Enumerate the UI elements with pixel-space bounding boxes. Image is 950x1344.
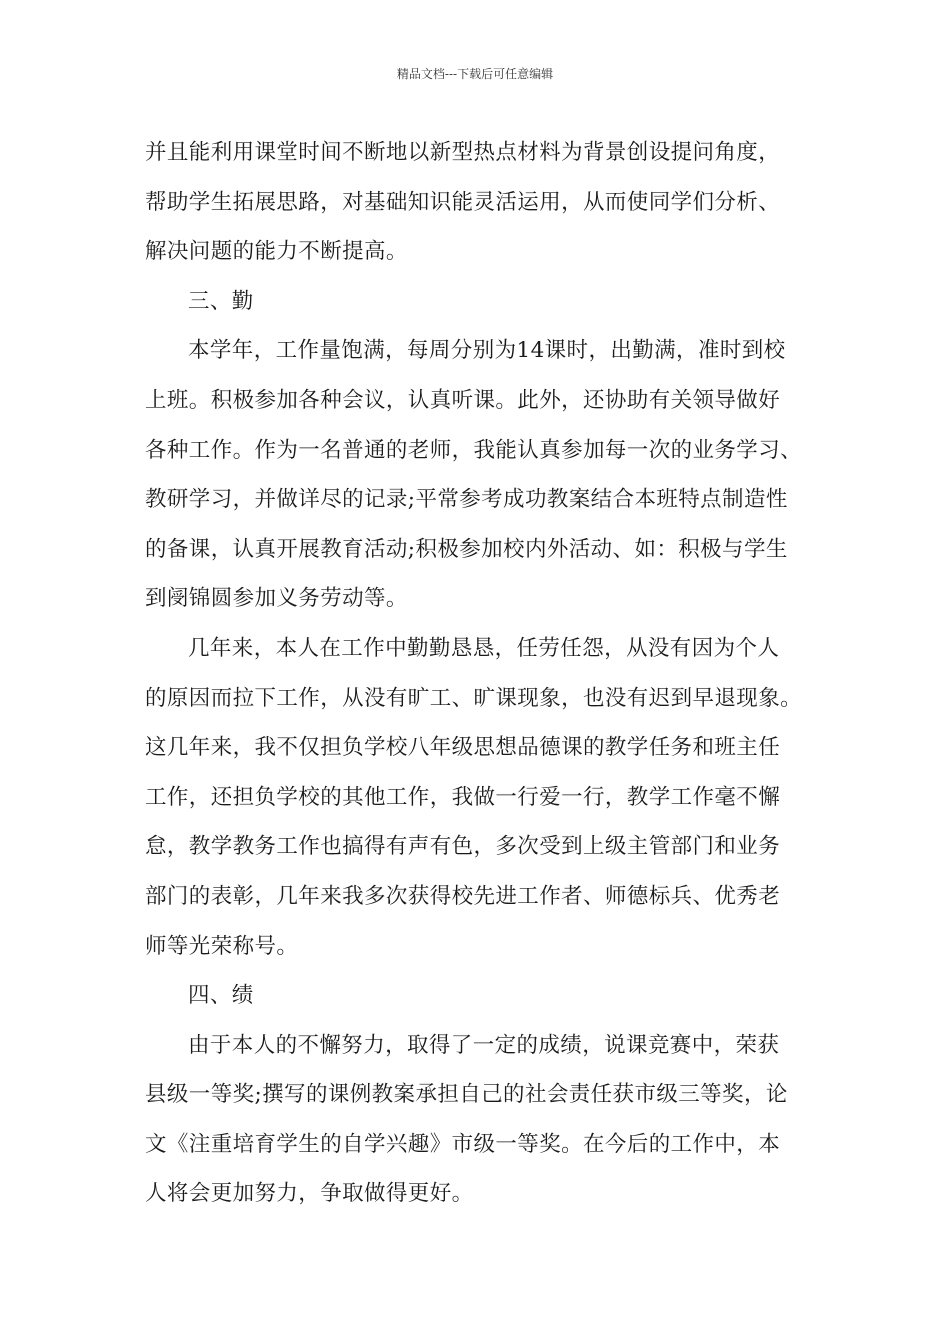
- text-line: 到阌锦圆参加义务劳动等。: [145, 586, 408, 612]
- section-heading: 四、绩: [188, 983, 254, 1009]
- text-line: 这几年来，我不仅担负学校八年级思想品德课的教学任务和班主任: [145, 735, 781, 761]
- text-line: 的备课，认真开展教育活动;积极参加校内外活动、如：积极与学生: [145, 536, 788, 562]
- text-line: 工作，还担负学校的其他工作，我做一行爱一行，教学工作毫不懈: [145, 784, 781, 810]
- text-line: 并且能利用课堂时间不断地以新型热点材料为背景创设提问角度，: [145, 140, 781, 165]
- text-line: 怠，教学教务工作也搞得有声有色，多次受到上级主管部门和业务: [145, 834, 781, 860]
- text-line: 县级一等奖;撰写的课例教案承担自己的社会责任获市级三等奖，论: [145, 1082, 788, 1108]
- page-header: 精品文档---下载后可任意编辑: [396, 67, 554, 81]
- text-line: 各种工作。作为一名普通的老师，我能认真参加每一次的业务学习、: [145, 437, 803, 463]
- text-line: 部门的表彰，几年来我多次获得校先进工作者、师德标兵、优秀老: [145, 883, 781, 909]
- text-line: 帮助学生拓展思路，对基础知识能灵活运用，从而使同学们分析、: [145, 189, 781, 215]
- text-line: 上班。积极参加各种会议，认真听课。此外，还协助有关领导做好: [145, 387, 781, 413]
- text-line: 人将会更加努力，争取做得更好。: [145, 1181, 474, 1207]
- text-line: 的原因而拉下工作，从没有旷工、旷课现象，也没有迟到早退现象。: [145, 685, 803, 711]
- text-line: 几年来，本人在工作中勤勤恳恳，任劳任怨，从没有因为个人: [188, 635, 780, 661]
- text-line: 本学年，工作量饱满，每周分别为14课时，出勤满，准时到校: [188, 338, 786, 364]
- text-line: 由于本人的不懈努力，取得了一定的成绩，说课竞赛中，荣获: [188, 1032, 780, 1058]
- text-line: 师等光荣称号。: [145, 933, 299, 959]
- text-line: 教研学习，并做详尽的记录;平常参考成功教案结合本班特点制造性: [145, 487, 788, 513]
- text-line: 文《注重培育学生的自学兴趣》市级一等奖。在今后的工作中，本: [145, 1131, 781, 1157]
- section-heading: 三、勤: [188, 288, 254, 314]
- document-body: [145, 134, 813, 1225]
- text-line: 解决问题的能力不断提高。: [145, 239, 408, 265]
